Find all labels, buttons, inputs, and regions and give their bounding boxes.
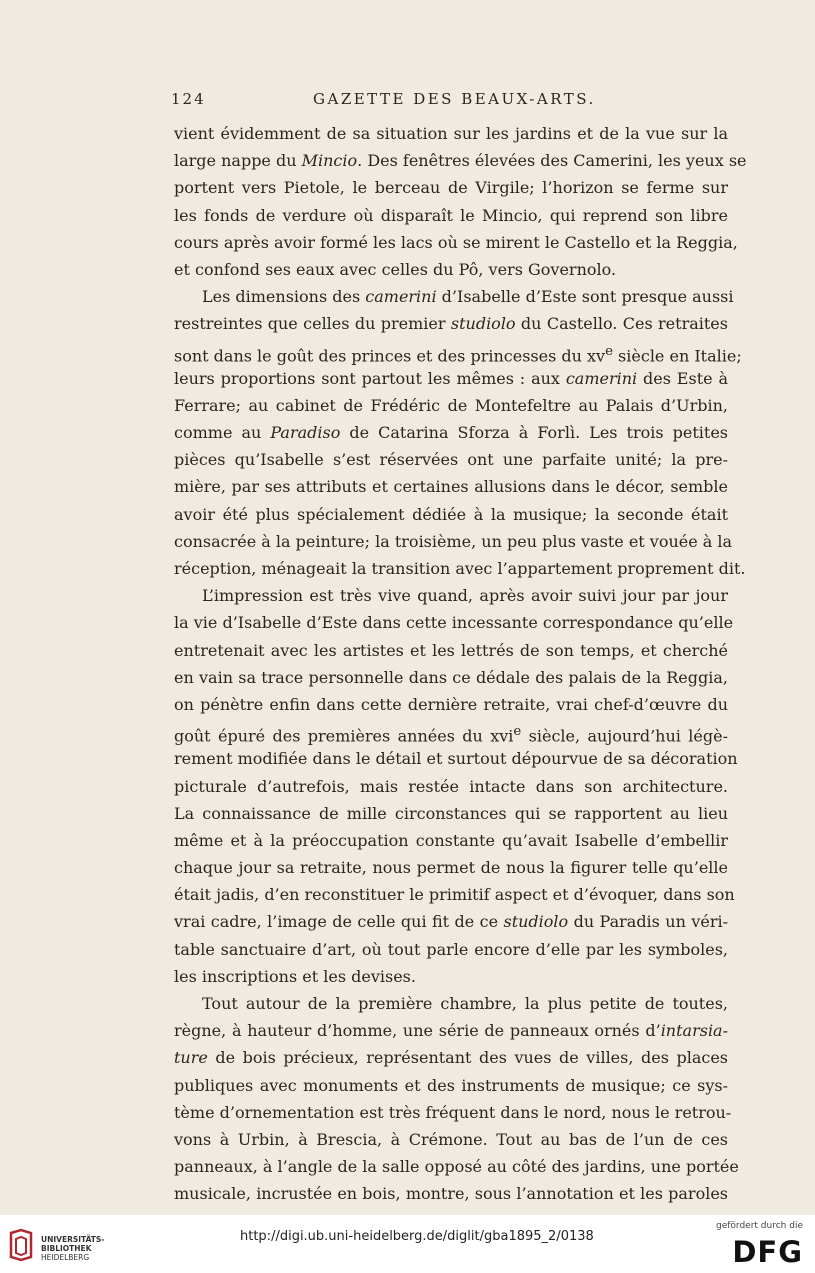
viewer-footer <box>0 1215 815 1273</box>
running-title: GAZETTE DES BEAUX-ARTS. <box>313 90 596 108</box>
text-line: en vain sa trace personnelle dans ce dédale des palais de la Reggia, <box>174 667 728 687</box>
text-line: goût épuré des premières années du xvi$^e$ siècle, aujourd’hui légè- <box>174 724 728 746</box>
text-line: picturale d’autrefois, mais restée intacte dans son architecture. <box>174 776 728 796</box>
text-line: entretenait avec les artistes et les lettrés de son temps, et cherché <box>174 640 728 660</box>
text-line: chaque jour sa retraite, nous permet de nous la figurer telle qu’elle <box>174 858 728 878</box>
text-line: large nappe du Mincio. Des fenêtres élevées des Camerini, les yeux se <box>174 151 747 171</box>
library-logo[interactable] <box>8 1223 128 1267</box>
text-line: restreintes que celles du premier studiolo du Castello. Ces retraites <box>174 314 728 334</box>
text-line: rement modifiée dans le détail et surtout dépourvue de sa décoration <box>174 749 738 769</box>
running-header <box>171 90 731 118</box>
text-line: panneaux, à l’angle de la salle opposé au côté des jardins, une portée <box>174 1157 739 1177</box>
permalink-url[interactable]: http://digi.ub.uni-heidelberg.de/diglit/gba1895_2/0138 <box>240 1229 594 1244</box>
library-logo-text <box>41 1235 104 1262</box>
logo-line-2: BIBLIOTHEK <box>41 1244 92 1253</box>
text-line: L’impression est très vive quand, après avoir suivi jour par jour <box>202 586 728 606</box>
text-line: La connaissance de mille circonstances qui se rapportent au lieu <box>174 803 728 823</box>
text-line: et confond ses eaux avec celles du Pô, vers Governolo. <box>174 259 617 279</box>
text-line: vient évidemment de sa situation sur les jardins et de la vue sur la <box>174 124 728 143</box>
text-line: la vie d’Isabelle d’Este dans cette incessante correspondance qu’elle <box>174 613 734 633</box>
text-line: les inscriptions et les devises. <box>174 966 416 986</box>
text-line: même et à la préoccupation constante qu’avait Isabelle d’embellir <box>174 830 728 850</box>
text-line: ture de bois précieux, représentant des vues de villes, des places <box>174 1048 728 1068</box>
text-line: mière, par ses attributs et certaines allusions dans le décor, semble <box>174 477 728 497</box>
logo-line-3: HEIDELBERG <box>41 1253 90 1262</box>
dfg-logo[interactable]: DFG <box>732 1235 803 1269</box>
logo-line-1: UNIVERSITÄTS- <box>41 1235 105 1244</box>
text-line: table sanctuaire d’art, où tout parle encore d’elle par les symboles, <box>174 939 728 959</box>
text-line: cours après avoir formé les lacs où se mirent le Castello et la Reggia, <box>174 232 738 252</box>
text-line: Ferrare; au cabinet de Frédéric de Montefeltre au Palais d’Urbin, <box>174 395 728 415</box>
text-line: avoir été plus spécialement dédiée à la musique; la seconde était <box>174 504 728 524</box>
text-line: sont dans le goût des princes et des princesses du $xv^e$ siècle en Italie; <box>174 343 742 365</box>
library-logo-icon <box>8 1229 34 1261</box>
text-line: les fonds de verdure où disparaît le Mincio, qui reprend son libre <box>174 205 728 225</box>
text-line: consacrée à la peinture; la troisième, un peu plus vaste et vouée à la <box>174 531 733 551</box>
text-line: Tout autour de la première chambre, la plus petite de toutes, <box>202 994 728 1013</box>
page-number: 124 <box>171 90 206 108</box>
text-line: réception, ménageait la transition avec l’appartement proprement dit. <box>174 559 746 578</box>
text-line: on pénètre enfin dans cette dernière retraite, vrai chef-d’œuvre du <box>174 694 728 714</box>
text-line: Les dimensions des camerini d’Isabelle d’Este sont presque aussi <box>202 287 734 307</box>
text-line: était jadis, d’en reconstituer le primitif aspect et d’évoquer, dans son <box>174 885 735 905</box>
text-line: musicale, incrustée en bois, montre, sous l’annotation et les paroles <box>174 1184 728 1204</box>
text-line: tème d’ornementation est très fréquent dans le nord, nous le retrou- <box>174 1102 732 1122</box>
text-line: portent vers Pietole, le berceau de Virgile; l’horizon se ferme sur <box>174 178 728 198</box>
body-text <box>174 120 747 1208</box>
text-line: règne, à hauteur d’homme, une série de panneaux ornés d’intarsia- <box>174 1021 728 1041</box>
text-line: vrai cadre, l’image de celle qui fit de ce studiolo du Paradis un véri- <box>174 912 728 932</box>
text-line: leurs proportions sont partout les mêmes : aux camerini des Este à <box>174 368 729 388</box>
text-line: vons à Urbin, à Brescia, à Crémone. Tout au bas de l’un de ces <box>174 1129 728 1149</box>
text-line: comme au Paradiso de Catarina Sforza à Forlì. Les trois petites <box>174 423 729 443</box>
text-line: pièces qu’Isabelle s’est réservées ont une parfaite unité; la pre- <box>174 450 728 470</box>
text-line: publiques avec monuments et des instruments de musique; ce sys- <box>174 1075 728 1095</box>
funding-note: gefördert durch die <box>716 1221 803 1231</box>
